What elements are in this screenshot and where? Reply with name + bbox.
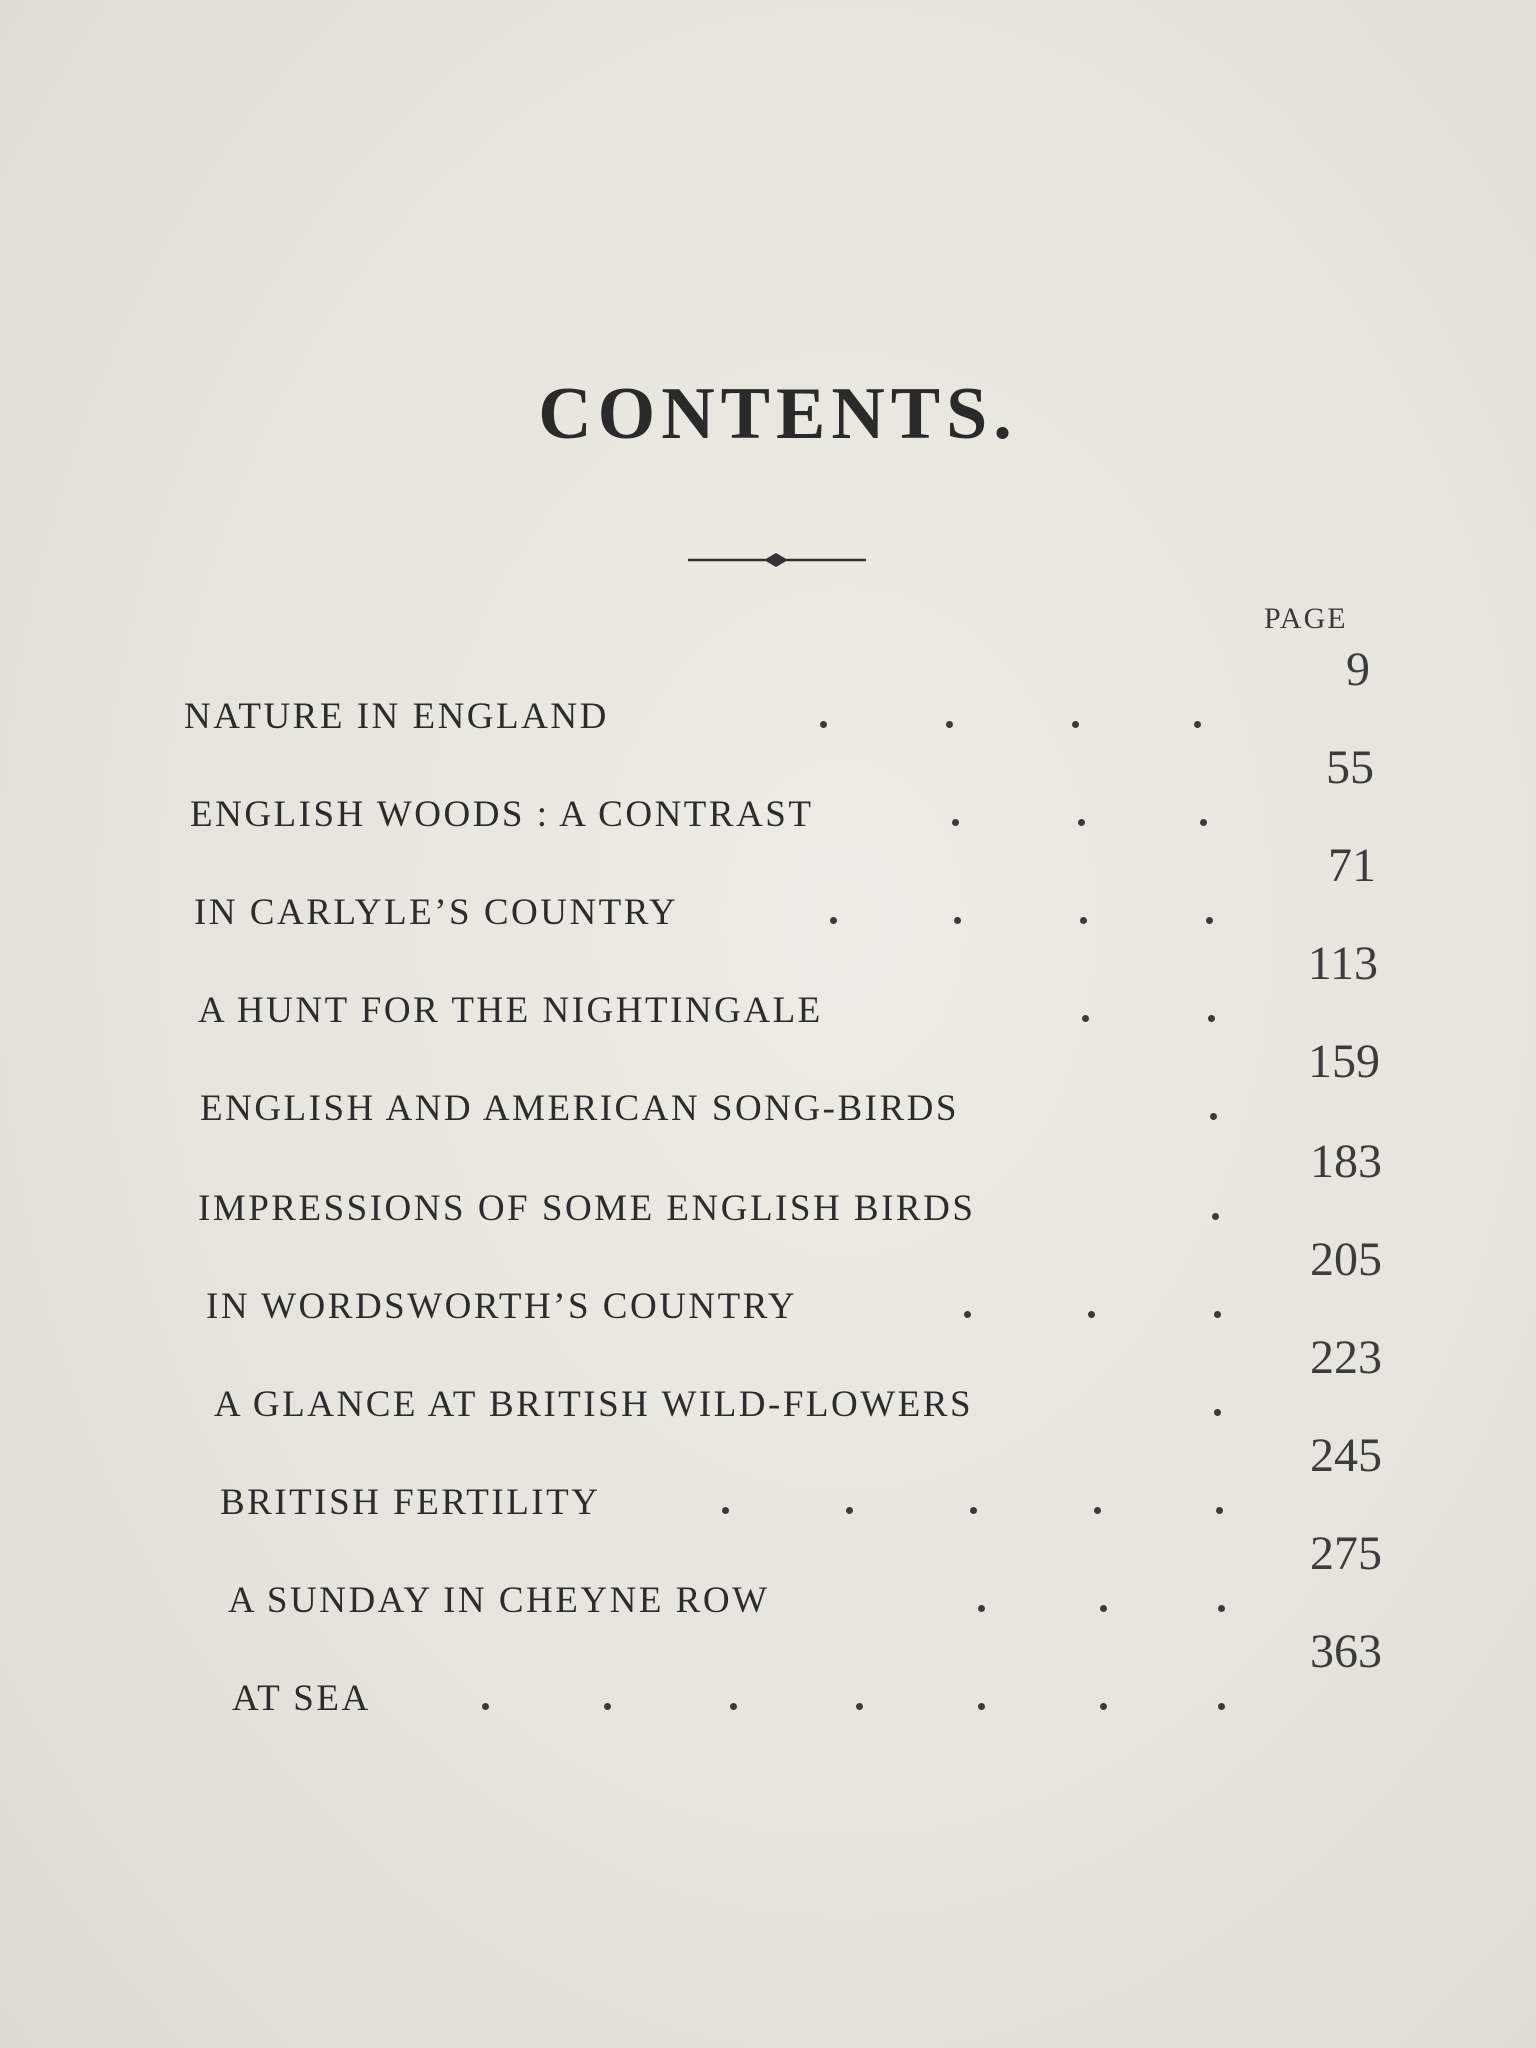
leader-dot [970,1507,977,1514]
leader-dot [820,721,827,728]
entry-title: ENGLISH AND AMERICAN SONG-BIRDS [200,1088,959,1129]
entry-title: IN WORDSWORTH’S COUNTRY [206,1286,798,1327]
entry-title: AT SEA [232,1678,371,1719]
toc-entry [194,839,1400,938]
toc-entry [232,1625,1400,1724]
toc-entry [184,643,1400,742]
leader-dot [964,1311,971,1318]
leader-dot [1214,1409,1221,1416]
entry-title: NATURE IN ENGLAND [184,696,609,737]
page-column-label: PAGE [1264,602,1348,635]
toc-entry [214,1331,1400,1430]
entry-page-number: 205 [1310,1233,1382,1286]
leader-dot [978,1605,985,1612]
toc-entry [200,1035,1400,1134]
entry-title: A GLANCE AT BRITISH WILD-FLOWERS [214,1384,974,1425]
entry-page-number: 223 [1310,1331,1382,1384]
toc-entry [190,741,1400,840]
leader-dot [846,1507,853,1514]
leader-dot [952,819,959,826]
leader-dot [978,1703,985,1710]
leader-dot [856,1703,863,1710]
contents-heading: CONTENTS. [538,373,1018,455]
entry-page-number: 183 [1310,1135,1382,1188]
leader-dot [1194,721,1201,728]
toc-entry [198,1135,1400,1234]
leader-dot [1088,1311,1095,1318]
toc-entry [206,1233,1400,1332]
leader-dot [1078,819,1085,826]
toc-entry [198,937,1400,1036]
entry-page-number: 275 [1310,1527,1382,1580]
leader-dot [1100,1605,1107,1612]
leader-dot [1218,1605,1225,1612]
entry-page-number: 55 [1326,741,1374,794]
leader-dot [1100,1703,1107,1710]
leader-dot [1206,917,1213,924]
entry-page-number: 9 [1346,643,1370,696]
leader-dot [954,917,961,924]
entry-page-number: 245 [1310,1429,1382,1482]
entry-title: A HUNT FOR THE NIGHTINGALE [198,990,823,1031]
leader-dot [1094,1507,1101,1514]
leader-dot [604,1703,611,1710]
entry-title: BRITISH FERTILITY [220,1482,601,1523]
leader-dot [722,1507,729,1514]
leader-dot [1210,1113,1217,1120]
leader-dot [1080,917,1087,924]
leader-dot [730,1703,737,1710]
entry-page-number: 71 [1328,839,1376,892]
leader-dot [1214,1311,1221,1318]
leader-dot [1208,1015,1215,1022]
toc-entry [228,1527,1400,1626]
leader-dot [946,721,953,728]
toc-entry [220,1429,1400,1528]
leader-dot [482,1703,489,1710]
entry-title: IMPRESSIONS OF SOME ENGLISH BIRDS [198,1188,976,1229]
leader-dot [1218,1703,1225,1710]
entry-page-number: 159 [1308,1035,1380,1088]
entry-page-number: 363 [1310,1625,1382,1678]
entry-title: IN CARLYLE’S COUNTRY [194,892,679,933]
leader-dot [1072,721,1079,728]
leader-dot [1200,819,1207,826]
leader-dot [1216,1507,1223,1514]
leader-dot [1212,1213,1219,1220]
entry-title: ENGLISH WOODS : A CONTRAST [190,794,814,835]
entry-title: A SUNDAY IN CHEYNE ROW [228,1580,770,1621]
entry-page-number: 113 [1307,937,1378,990]
leader-dot [830,917,837,924]
leader-dot [1082,1015,1089,1022]
